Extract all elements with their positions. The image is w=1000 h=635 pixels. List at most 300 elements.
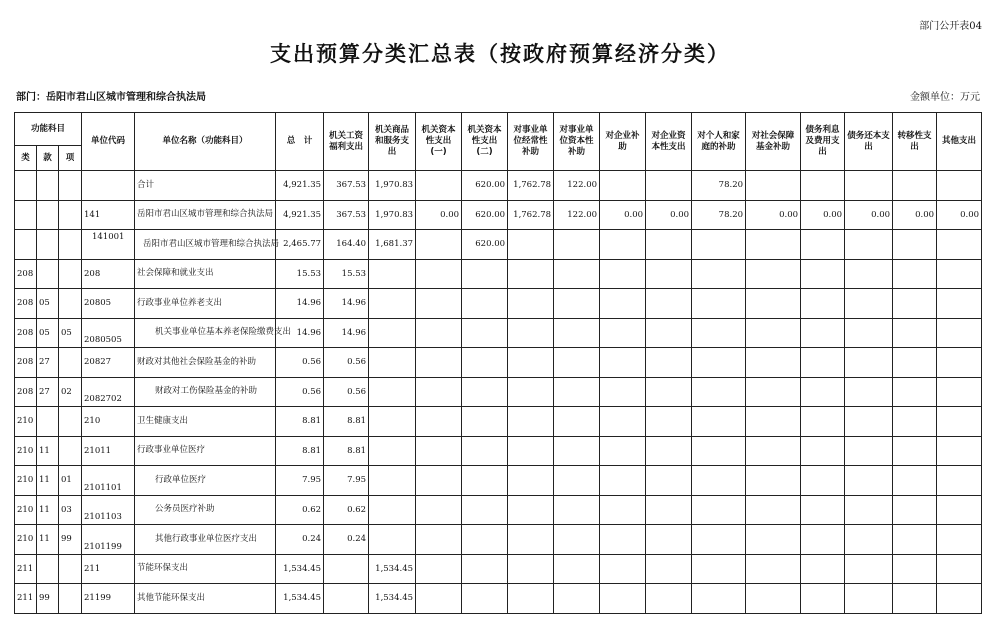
cell-c11 xyxy=(801,230,845,260)
cell-c6: 122.00 xyxy=(554,200,600,230)
cell-c3 xyxy=(416,407,462,437)
cell-c5 xyxy=(508,377,554,407)
cell-unit-name: 财政对工伤保险基金的补助 xyxy=(135,377,276,407)
cell-unit-name: 岳阳市君山区城市管理和综合执法局 xyxy=(135,200,276,230)
cell-c12 xyxy=(845,171,893,201)
cell-c11 xyxy=(801,348,845,378)
table-row xyxy=(15,171,982,201)
cell-kuan: 05 xyxy=(37,289,59,319)
cell-kuan xyxy=(37,407,59,437)
cell-c1: 0.62 xyxy=(324,495,369,525)
cell-c12 xyxy=(845,289,893,319)
cell-c14 xyxy=(937,466,982,496)
cell-c11 xyxy=(801,495,845,525)
cell-total: 0.56 xyxy=(276,348,324,378)
cell-c10 xyxy=(746,554,801,584)
cell-c2: 1,534.45 xyxy=(369,554,416,584)
cell-c4 xyxy=(462,407,508,437)
cell-c14 xyxy=(937,230,982,260)
cell-c3 xyxy=(416,584,462,614)
cell-c14 xyxy=(937,554,982,584)
header-c5: 对事业单位经常性补助 xyxy=(508,113,554,171)
header-lei: 类 xyxy=(15,146,37,171)
cell-xiang: 02 xyxy=(59,377,82,407)
cell-c2 xyxy=(369,377,416,407)
cell-unit-name: 其他节能环保支出 xyxy=(135,584,276,614)
cell-c5 xyxy=(508,230,554,260)
cell-c8 xyxy=(646,318,692,348)
cell-c7 xyxy=(600,554,646,584)
table-row xyxy=(15,348,982,378)
cell-xiang: 01 xyxy=(59,466,82,496)
cell-c6 xyxy=(554,289,600,319)
cell-xiang: 05 xyxy=(59,318,82,348)
cell-c7 xyxy=(600,377,646,407)
cell-c4 xyxy=(462,436,508,466)
cell-xiang xyxy=(59,230,82,260)
cell-unit-code: 21199 xyxy=(82,584,135,614)
cell-xiang xyxy=(59,171,82,201)
cell-c4 xyxy=(462,584,508,614)
cell-c9 xyxy=(692,495,746,525)
cell-c13 xyxy=(893,289,937,319)
cell-c6 xyxy=(554,436,600,466)
cell-c3 xyxy=(416,318,462,348)
header-c4: 机关资本性支出(二) xyxy=(462,113,508,171)
cell-c4: 620.00 xyxy=(462,171,508,201)
header-total: 总 计 xyxy=(276,113,324,171)
cell-c2: 1,970.83 xyxy=(369,171,416,201)
cell-c5 xyxy=(508,318,554,348)
cell-c2 xyxy=(369,318,416,348)
cell-kuan xyxy=(37,230,59,260)
cell-c14 xyxy=(937,348,982,378)
cell-c10 xyxy=(746,377,801,407)
cell-c8 xyxy=(646,584,692,614)
cell-unit-code: 21011 xyxy=(82,436,135,466)
cell-c13 xyxy=(893,436,937,466)
cell-c6 xyxy=(554,525,600,555)
cell-c1: 367.53 xyxy=(324,171,369,201)
cell-kuan: 05 xyxy=(37,318,59,348)
cell-c3 xyxy=(416,230,462,260)
cell-c3 xyxy=(416,289,462,319)
cell-unit-name: 节能环保支出 xyxy=(135,554,276,584)
cell-c1: 367.53 xyxy=(324,200,369,230)
cell-total: 4,921.35 xyxy=(276,171,324,201)
table-row xyxy=(15,200,982,230)
cell-unit-code: 2101199 xyxy=(82,525,135,555)
cell-c11 xyxy=(801,525,845,555)
cell-xiang xyxy=(59,554,82,584)
cell-c2 xyxy=(369,407,416,437)
cell-c7 xyxy=(600,348,646,378)
cell-lei: 210 xyxy=(15,525,37,555)
cell-c6 xyxy=(554,377,600,407)
cell-c11: 0.00 xyxy=(801,200,845,230)
cell-kuan: 27 xyxy=(37,377,59,407)
cell-unit-code: 210 xyxy=(82,407,135,437)
cell-c1: 0.24 xyxy=(324,525,369,555)
cell-c9 xyxy=(692,318,746,348)
cell-c1: 0.56 xyxy=(324,348,369,378)
cell-c7: 0.00 xyxy=(600,200,646,230)
cell-lei: 210 xyxy=(15,436,37,466)
cell-c11 xyxy=(801,289,845,319)
cell-c4 xyxy=(462,289,508,319)
header-c8: 对企业资本性支出 xyxy=(646,113,692,171)
cell-unit-code xyxy=(82,171,135,201)
cell-c13: 0.00 xyxy=(893,200,937,230)
cell-c5 xyxy=(508,407,554,437)
cell-c13 xyxy=(893,259,937,289)
cell-c7 xyxy=(600,525,646,555)
cell-xiang xyxy=(59,259,82,289)
cell-unit-code: 2101101 xyxy=(82,466,135,496)
cell-lei xyxy=(15,200,37,230)
cell-c8 xyxy=(646,407,692,437)
cell-lei: 208 xyxy=(15,289,37,319)
cell-c7 xyxy=(600,466,646,496)
cell-c10 xyxy=(746,584,801,614)
cell-unit-code: 211 xyxy=(82,554,135,584)
cell-unit-name: 财政对其他社会保险基金的补助 xyxy=(135,348,276,378)
cell-lei: 208 xyxy=(15,377,37,407)
cell-total: 14.96 xyxy=(276,289,324,319)
cell-c2 xyxy=(369,436,416,466)
cell-total: 4,921.35 xyxy=(276,200,324,230)
cell-c4 xyxy=(462,554,508,584)
cell-c9 xyxy=(692,584,746,614)
cell-c1: 14.96 xyxy=(324,289,369,319)
page-title: 支出预算分类汇总表（按政府预算经济分类） xyxy=(270,42,730,66)
cell-total: 14.96 xyxy=(276,318,324,348)
cell-c1: 164.40 xyxy=(324,230,369,260)
cell-c7 xyxy=(600,289,646,319)
cell-c9 xyxy=(692,230,746,260)
cell-c2 xyxy=(369,259,416,289)
cell-c12 xyxy=(845,318,893,348)
cell-c3 xyxy=(416,495,462,525)
cell-xiang xyxy=(59,407,82,437)
cell-c3: 0.00 xyxy=(416,200,462,230)
table-row xyxy=(15,525,982,555)
cell-c8 xyxy=(646,525,692,555)
cell-c4 xyxy=(462,466,508,496)
cell-c11 xyxy=(801,377,845,407)
cell-c6 xyxy=(554,348,600,378)
cell-c13 xyxy=(893,171,937,201)
header-xiang: 项 xyxy=(59,146,82,171)
cell-kuan: 99 xyxy=(37,584,59,614)
cell-lei: 210 xyxy=(15,407,37,437)
cell-c13 xyxy=(893,525,937,555)
table-row xyxy=(15,377,982,407)
cell-c7 xyxy=(600,171,646,201)
cell-xiang xyxy=(59,348,82,378)
header-c7: 对企业补助 xyxy=(600,113,646,171)
cell-c6 xyxy=(554,318,600,348)
cell-unit-name: 行政事业单位医疗 xyxy=(135,436,276,466)
cell-c9 xyxy=(692,377,746,407)
cell-c9: 78.20 xyxy=(692,171,746,201)
cell-kuan: 27 xyxy=(37,348,59,378)
cell-c2 xyxy=(369,348,416,378)
cell-unit-name: 机关事业单位基本养老保险缴费支出 xyxy=(135,318,276,348)
cell-c13 xyxy=(893,407,937,437)
cell-c7 xyxy=(600,230,646,260)
cell-c13 xyxy=(893,230,937,260)
cell-unit-name: 社会保障和就业支出 xyxy=(135,259,276,289)
cell-c5 xyxy=(508,554,554,584)
cell-kuan xyxy=(37,171,59,201)
cell-c4 xyxy=(462,318,508,348)
cell-total: 15.53 xyxy=(276,259,324,289)
cell-c2: 1,681.37 xyxy=(369,230,416,260)
table-row xyxy=(15,259,982,289)
table-row xyxy=(15,230,982,260)
header-c13: 转移性支出 xyxy=(893,113,937,171)
cell-c2 xyxy=(369,466,416,496)
cell-c4: 620.00 xyxy=(462,230,508,260)
cell-c12 xyxy=(845,495,893,525)
department-label: 部门：岳阳市君山区城市管理和综合执法局 xyxy=(16,92,206,103)
cell-total: 1,534.45 xyxy=(276,554,324,584)
cell-c10 xyxy=(746,318,801,348)
cell-c6 xyxy=(554,495,600,525)
cell-lei: 211 xyxy=(15,584,37,614)
cell-unit-code: 2101103 xyxy=(82,495,135,525)
cell-unit-code: 20827 xyxy=(82,348,135,378)
header-unit-name: 单位名称（功能科目） xyxy=(135,113,276,171)
cell-c12 xyxy=(845,230,893,260)
cell-c14 xyxy=(937,525,982,555)
cell-c11 xyxy=(801,259,845,289)
cell-c8 xyxy=(646,466,692,496)
cell-c9 xyxy=(692,466,746,496)
cell-unit-name: 岳阳市君山区城市管理和综合执法局 xyxy=(135,230,276,260)
cell-c10 xyxy=(746,466,801,496)
cell-unit-code: 20805 xyxy=(82,289,135,319)
cell-c9 xyxy=(692,554,746,584)
cell-c12 xyxy=(845,377,893,407)
header-c3: 机关资本性支出(一) xyxy=(416,113,462,171)
cell-c13 xyxy=(893,377,937,407)
cell-c9 xyxy=(692,259,746,289)
cell-c6 xyxy=(554,407,600,437)
cell-c5: 1,762.78 xyxy=(508,200,554,230)
cell-lei: 208 xyxy=(15,318,37,348)
table-row xyxy=(15,495,982,525)
cell-c13 xyxy=(893,584,937,614)
cell-c1: 0.56 xyxy=(324,377,369,407)
cell-c12 xyxy=(845,554,893,584)
cell-kuan: 11 xyxy=(37,436,59,466)
cell-xiang xyxy=(59,436,82,466)
cell-c5 xyxy=(508,584,554,614)
table-row xyxy=(15,584,982,614)
cell-c12 xyxy=(845,259,893,289)
cell-unit-code: 141 xyxy=(82,200,135,230)
cell-c12 xyxy=(845,466,893,496)
cell-c14 xyxy=(937,171,982,201)
cell-unit-code: 208 xyxy=(82,259,135,289)
cell-c9: 78.20 xyxy=(692,200,746,230)
table-row xyxy=(15,554,982,584)
cell-c11 xyxy=(801,407,845,437)
cell-unit-code: 2082702 xyxy=(82,377,135,407)
cell-c12 xyxy=(845,348,893,378)
cell-c1 xyxy=(324,554,369,584)
form-number: 部门公开表04 xyxy=(919,21,982,32)
cell-c7 xyxy=(600,407,646,437)
cell-c4 xyxy=(462,495,508,525)
cell-c11 xyxy=(801,318,845,348)
cell-c10 xyxy=(746,495,801,525)
cell-c9 xyxy=(692,289,746,319)
cell-c13 xyxy=(893,554,937,584)
cell-c12 xyxy=(845,525,893,555)
table-row xyxy=(15,407,982,437)
cell-c2 xyxy=(369,495,416,525)
cell-xiang: 99 xyxy=(59,525,82,555)
cell-c10 xyxy=(746,407,801,437)
cell-c10 xyxy=(746,525,801,555)
table-row xyxy=(15,289,982,319)
cell-c11 xyxy=(801,554,845,584)
cell-xiang xyxy=(59,584,82,614)
header-func-subject: 功能科目 xyxy=(15,113,82,146)
header-c10: 对社会保障基金补助 xyxy=(746,113,801,171)
cell-c4: 620.00 xyxy=(462,200,508,230)
cell-c1: 7.95 xyxy=(324,466,369,496)
cell-c1: 8.81 xyxy=(324,436,369,466)
cell-c14 xyxy=(937,436,982,466)
cell-c14 xyxy=(937,584,982,614)
cell-c5 xyxy=(508,466,554,496)
cell-c7 xyxy=(600,495,646,525)
cell-c14 xyxy=(937,318,982,348)
cell-c14 xyxy=(937,407,982,437)
cell-c3 xyxy=(416,377,462,407)
cell-c8 xyxy=(646,230,692,260)
cell-total: 8.81 xyxy=(276,436,324,466)
expenditure-table xyxy=(14,112,982,614)
cell-c11 xyxy=(801,171,845,201)
cell-kuan xyxy=(37,554,59,584)
cell-total: 0.56 xyxy=(276,377,324,407)
cell-c13 xyxy=(893,495,937,525)
cell-c8 xyxy=(646,377,692,407)
cell-lei: 208 xyxy=(15,348,37,378)
cell-c7 xyxy=(600,436,646,466)
cell-total: 1,534.45 xyxy=(276,584,324,614)
cell-c8: 0.00 xyxy=(646,200,692,230)
cell-c6: 122.00 xyxy=(554,171,600,201)
cell-c6 xyxy=(554,259,600,289)
cell-c6 xyxy=(554,230,600,260)
cell-c10 xyxy=(746,436,801,466)
cell-c5 xyxy=(508,289,554,319)
cell-c7 xyxy=(600,318,646,348)
cell-c12 xyxy=(845,436,893,466)
table-row xyxy=(15,318,982,348)
table-row xyxy=(15,466,982,496)
cell-total: 2,465.77 xyxy=(276,230,324,260)
cell-c9 xyxy=(692,436,746,466)
cell-lei xyxy=(15,230,37,260)
cell-c8 xyxy=(646,289,692,319)
cell-c2: 1,970.83 xyxy=(369,200,416,230)
cell-c5 xyxy=(508,348,554,378)
cell-c4 xyxy=(462,348,508,378)
header-kuan: 款 xyxy=(37,146,59,171)
cell-c1: 15.53 xyxy=(324,259,369,289)
cell-c10: 0.00 xyxy=(746,200,801,230)
cell-c1: 8.81 xyxy=(324,407,369,437)
cell-c3 xyxy=(416,554,462,584)
cell-c14 xyxy=(937,259,982,289)
cell-unit-name: 卫生健康支出 xyxy=(135,407,276,437)
cell-unit-name: 行政事业单位养老支出 xyxy=(135,289,276,319)
cell-c2 xyxy=(369,289,416,319)
cell-lei: 210 xyxy=(15,466,37,496)
cell-xiang xyxy=(59,289,82,319)
cell-c3 xyxy=(416,259,462,289)
amount-unit-label: 金额单位：万元 xyxy=(910,92,980,103)
cell-c2: 1,534.45 xyxy=(369,584,416,614)
cell-c12 xyxy=(845,407,893,437)
cell-c9 xyxy=(692,525,746,555)
cell-c4 xyxy=(462,259,508,289)
cell-c11 xyxy=(801,436,845,466)
cell-total: 0.62 xyxy=(276,495,324,525)
cell-c14 xyxy=(937,495,982,525)
header-c14: 其他支出 xyxy=(937,113,982,171)
cell-total: 8.81 xyxy=(276,407,324,437)
cell-c13 xyxy=(893,348,937,378)
cell-c14: 0.00 xyxy=(937,200,982,230)
cell-c9 xyxy=(692,407,746,437)
cell-c10 xyxy=(746,171,801,201)
cell-c8 xyxy=(646,436,692,466)
cell-c14 xyxy=(937,289,982,319)
cell-total: 7.95 xyxy=(276,466,324,496)
table-row xyxy=(15,436,982,466)
cell-c4 xyxy=(462,525,508,555)
cell-c9 xyxy=(692,348,746,378)
cell-c8 xyxy=(646,495,692,525)
cell-c3 xyxy=(416,348,462,378)
cell-unit-code: 2080505 xyxy=(82,318,135,348)
cell-kuan: 11 xyxy=(37,495,59,525)
cell-c5 xyxy=(508,259,554,289)
cell-c10 xyxy=(746,289,801,319)
cell-c13 xyxy=(893,466,937,496)
cell-c5 xyxy=(508,525,554,555)
cell-unit-name: 公务员医疗补助 xyxy=(135,495,276,525)
cell-c13 xyxy=(893,318,937,348)
header-c2: 机关商品和服务支出 xyxy=(369,113,416,171)
cell-c1 xyxy=(324,584,369,614)
header-c6: 对事业单位资本性补助 xyxy=(554,113,600,171)
cell-c5: 1,762.78 xyxy=(508,171,554,201)
cell-c14 xyxy=(937,377,982,407)
cell-lei: 208 xyxy=(15,259,37,289)
cell-unit-name: 合计 xyxy=(135,171,276,201)
cell-c8 xyxy=(646,259,692,289)
cell-unit-name: 行政单位医疗 xyxy=(135,466,276,496)
